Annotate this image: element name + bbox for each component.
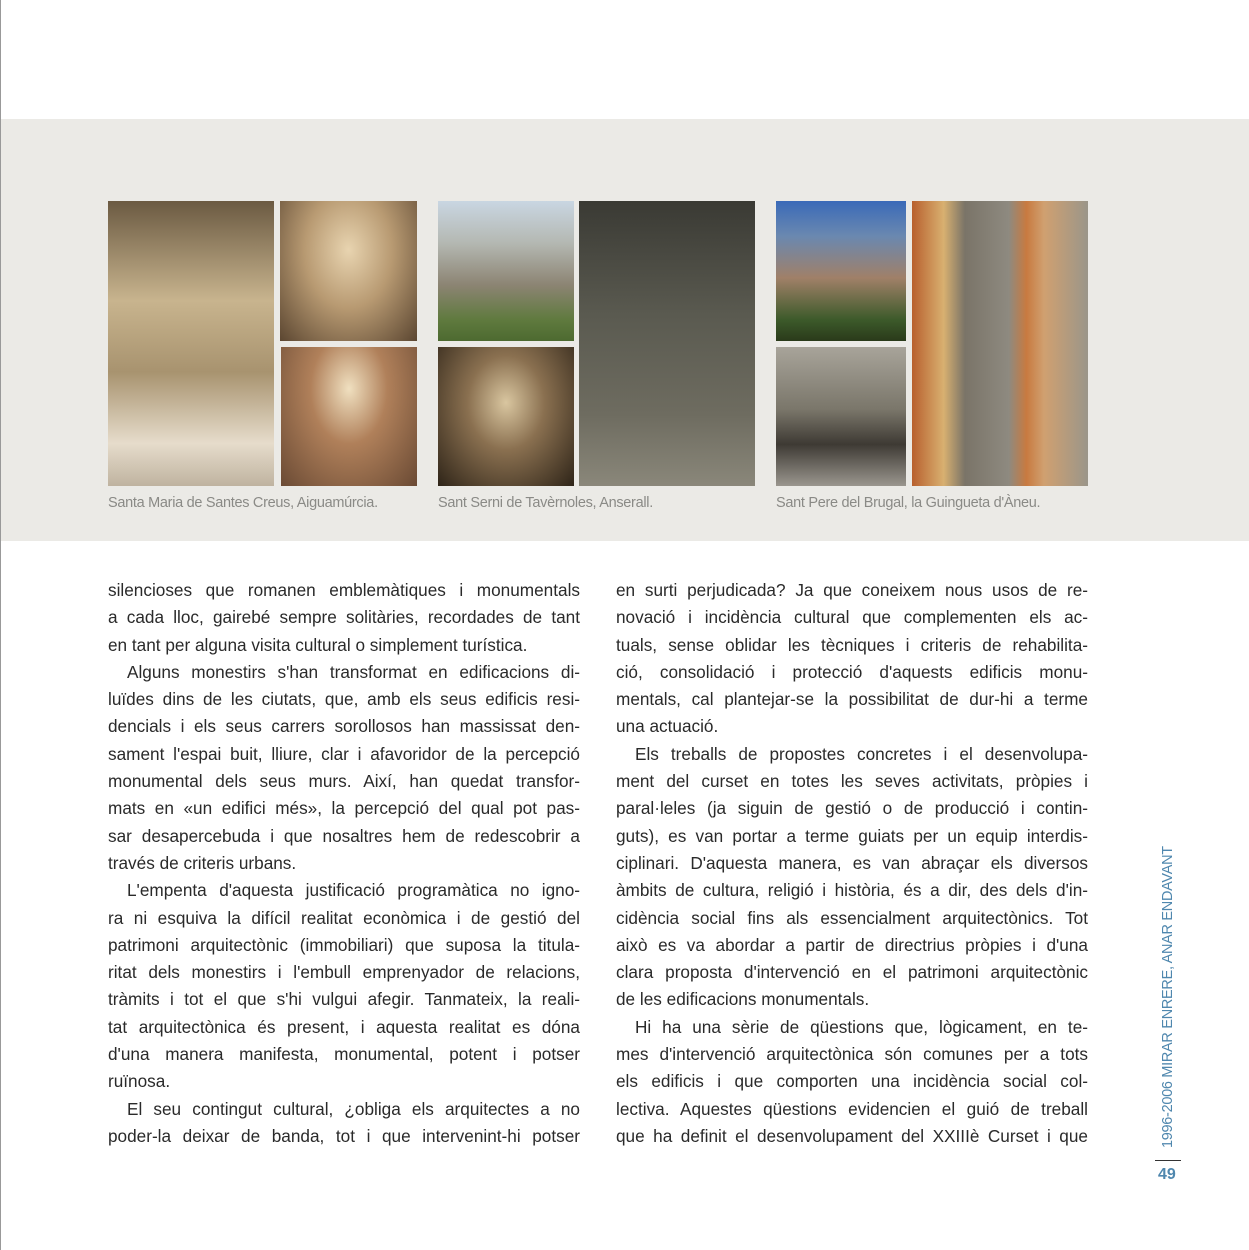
text-line: patrimoni arquitectònic (immobiliari) que suposa la titula-	[108, 934, 580, 955]
page-number: 49	[1158, 1166, 1176, 1183]
text-line: paral·leles (ja siguin de gestió o de producció i contin-	[616, 798, 1088, 819]
text-line: Hi ha una sèrie de qüestions que, lògicament, en te-	[635, 1016, 1088, 1037]
photo-dome-interior	[438, 347, 574, 486]
text-line: ment del curset en totes les seves activitats, pròpies i	[616, 771, 1088, 792]
running-head: 1996-2006 MIRAR ENRERE, ANAR ENDAVANT	[1160, 846, 1176, 1148]
caption-brugal: Sant Pere del Brugal, la Guingueta d'Àneu.	[776, 495, 1041, 511]
text-line: cidència social fins als essencialment arquitectònics. Tot	[616, 907, 1088, 928]
text-line: en surti perjudicada? Ja que coneixem nous usos de re-	[616, 580, 1088, 600]
text-line: això es va abordar a partir de directrius pròpies i d'una	[616, 934, 1088, 955]
photo-apse-altar	[281, 347, 417, 486]
right-text-column	[616, 577, 1088, 1150]
text-line: àmbits de cultura, religió i història, és a dir, des dels d'in-	[616, 880, 1088, 901]
photo-cloister	[108, 201, 274, 486]
text-line: través de criteris urbans.	[108, 852, 297, 873]
text-line: ruïnosa.	[108, 1071, 171, 1092]
photo-apse-exterior	[776, 201, 906, 341]
photo-nave-interior	[579, 201, 755, 486]
text-line: clara proposta d'intervenció en el patrimoni arquitectònic	[616, 962, 1088, 983]
text-line: tuals, sense oblidar les tècniques i criteris de rehabilita-	[616, 634, 1088, 655]
text-line: ciplinari. D'aquesta manera, es van abraçar els diversos	[616, 852, 1088, 873]
text-line: mes d'intervenció arquitectònica són comunes per a tots	[616, 1044, 1088, 1065]
text-line: tràmits i tot el que s'hi vulgui afegir. Tanmateix, la reali-	[108, 989, 580, 1010]
text-line: una actuació.	[616, 716, 719, 737]
text-line: Els treballs de propostes concretes i el desenvolupa-	[635, 743, 1088, 764]
text-line: ritat dels monestirs i l'embull emprenyador de relacions,	[108, 962, 580, 983]
text-line: que ha definit el desenvolupament del XXIIIè Curset i que	[616, 1125, 1088, 1146]
text-line: luïdes dins de les ciutats, que, amb els seus edificis resi-	[108, 689, 580, 710]
photo-vault	[280, 201, 417, 341]
left-text-column	[108, 577, 580, 1150]
text-line: monumental dels seus murs. Així, han quedat transfor-	[108, 771, 580, 792]
text-line: El seu contingut cultural, ¿obliga els arquitectes a no	[127, 1098, 580, 1119]
photo-church-exterior	[438, 201, 574, 341]
page-number-rule	[1155, 1160, 1181, 1161]
text-line: d'una manera manifesta, monumental, potent i potser	[108, 1044, 580, 1065]
text-line: tat arquitectònica és present, i aquesta realitat es dóna	[108, 1016, 580, 1037]
text-line: lectiva. Aquestes qüestions evidencien el guió de treball	[616, 1098, 1088, 1119]
text-line: poder-la deixar de banda, tot i que intervenint-hi potser	[108, 1125, 580, 1146]
text-line: mentals, cal plantejar-se la possibilitat de dur-hi a terme	[616, 689, 1088, 710]
text-line: sar desapercebuda i que nosaltres hem de redescobrir a	[108, 825, 580, 846]
photo-fresco-window	[912, 201, 1088, 486]
text-line: Alguns monestirs s'han transformat en edificacions di-	[127, 661, 580, 682]
text-line: dencials i els seus carrers sorollosos han massissat den-	[108, 716, 580, 737]
text-line: en tant per alguna visita cultural o simplement turística.	[108, 634, 528, 655]
caption-santes-creus: Santa Maria de Santes Creus, Aiguamúrcia.	[108, 495, 378, 511]
text-line: novació i incidència cultural que complementen els ac-	[616, 607, 1088, 628]
text-line: L'empenta d'aquesta justificació programàtica no igno-	[127, 880, 580, 901]
text-line: ció, consolidació i protecció d'aquests edificis monu-	[616, 661, 1088, 682]
text-line: sament l'espai buit, lliure, clar i afavoridor de la percepció	[108, 743, 580, 764]
text-line: ra ni esquiva la difícil realitat econòmica i de gestió del	[108, 907, 580, 928]
text-line: de les edificacions monumentals.	[616, 989, 870, 1010]
text-line: silencioses que romanen emblemàtiques i monumentals	[108, 580, 580, 600]
text-line: els edificis i que comporten una incidència social col-	[616, 1071, 1088, 1092]
photo-ruins	[776, 347, 906, 486]
text-line: mats en «un edifici més», la percepció del qual pot pas-	[108, 798, 580, 819]
caption-taverñoles: Sant Serni de Tavèrnoles, Anserall.	[438, 495, 653, 511]
text-line: guts), es van portar a terme guiats per un equip interdis-	[616, 825, 1088, 846]
text-line: a cada lloc, gairebé sempre solitàries, recordades de tant	[108, 607, 580, 628]
